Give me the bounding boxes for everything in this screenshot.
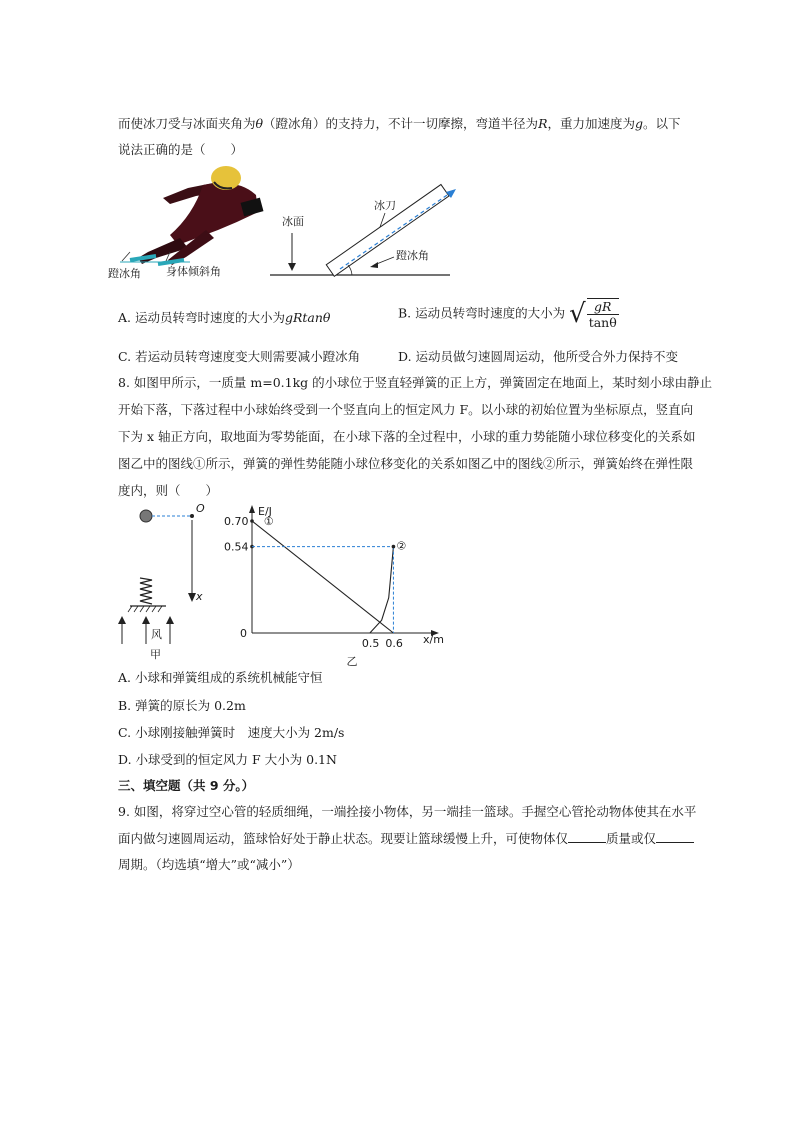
down-arrow-icon <box>288 263 296 271</box>
label-blade: 冰刀 <box>374 199 396 212</box>
wind-label: 风 <box>151 628 162 641</box>
label-deng-bing-jiao-left: 蹬冰角 <box>108 267 141 280</box>
q8-option-d[interactable]: D. 小球受到的恒定风力 F 大小为 0.1N <box>118 752 337 767</box>
y-tick-label: 0.54 <box>224 540 249 554</box>
y-axis-arrow-icon <box>249 505 255 513</box>
series-2-label: ② <box>396 539 407 553</box>
figure-jia-caption: 甲 <box>150 648 161 661</box>
series-2-curve <box>370 547 394 633</box>
answer-blank-2[interactable] <box>656 831 694 843</box>
label-body-tilt: 身体倾斜角 <box>166 265 221 278</box>
answer-blank-1[interactable] <box>568 831 606 843</box>
q8-stem-line2: 开始下落，下落过程中小球始终受到一个竖直向上的恒定风力 F。以小球的初始位置为坐标原点，竖直向 <box>118 402 694 417</box>
ball-icon <box>140 510 152 522</box>
origin-tick-label: 0 <box>240 627 247 640</box>
formula-b-den: tanθ <box>588 315 617 330</box>
label-deng-bing-jiao-right: 蹬冰角 <box>396 249 429 262</box>
q9-line3: 周期。（均选填“增大”或“减小”） <box>118 857 300 872</box>
series-1-line <box>252 521 393 633</box>
q7-option-d[interactable]: D. 运动员做匀速圆周运动，他所受合外力保持不变 <box>398 349 679 364</box>
helmet-icon <box>211 166 241 190</box>
q8-option-b[interactable]: B. 弹簧的原长为 0.2m <box>118 698 246 713</box>
x-axis-arrow-icon <box>188 593 196 602</box>
q7-option-c[interactable]: C. 若运动员转弯速度变大则需要减小蹬冰角 <box>118 349 361 364</box>
q7-stem-line1: 而使冰刀受与冰面夹角为θ（蹬冰角）的支持力，不计一切摩擦，弯道半径为R，重力加速度为g。以下 <box>118 116 681 131</box>
radius-symbol: R <box>538 116 548 131</box>
q7-stem-line2: 说法正确的是（ ） <box>118 142 244 157</box>
q9-line2: 面内做匀速圆周运动，篮球恰好处于静止状态。现要让篮球缓慢上升，可使物体仅 质量或仅 <box>118 829 694 847</box>
formula-b-num: gR <box>587 299 619 315</box>
wind-arrow-icon <box>118 616 126 624</box>
figure-jia <box>112 498 212 663</box>
q8-stem-line1: 8. 如图甲所示，一质量 m=0.1kg 的小球位于竖直轻弹簧的正上方，弹簧固定在地面上，某时刻小球由静止 <box>118 375 713 390</box>
blade-diagram <box>270 185 470 285</box>
q8-option-c[interactable]: C. 小球刚接触弹簧时 速度大小为 2m/s <box>118 725 345 740</box>
spring-icon <box>140 578 152 604</box>
sqrt-icon: √ <box>569 299 586 329</box>
point-06-054 <box>392 545 396 549</box>
q7-option-a[interactable]: A. 运动员转弯时速度的大小为gRtanθ <box>118 310 331 325</box>
q8-stem-line3: 下为 x 轴正方向，取地面为零势能面，在小球下落的全过程中，小球的重力势能随小球位移变化的关系如 <box>118 429 696 444</box>
energy-chart <box>222 505 452 668</box>
x-axis-label: x/m <box>423 633 444 646</box>
y-axis-label: E/J <box>258 505 272 518</box>
q7-option-b[interactable]: B. 运动员转弯时速度的大小为 √ $\frac{gR}{\tan\theta}$ <box>398 299 617 330</box>
series-1-label: ① <box>263 515 274 528</box>
gravity-symbol: g <box>635 116 644 131</box>
section-title: 三、填空题（共 9 分。） <box>118 778 255 793</box>
x-axis-label: x <box>196 590 203 603</box>
skater-figure <box>108 160 268 285</box>
formula-a: gRtanθ <box>284 310 331 325</box>
x-tick-label: 0.5 <box>361 637 380 650</box>
q9-line1: 9. 如图，将穿过空心管的轻质细绳，一端拴接小物体，另一端挂一篮球。手握空心管抡动物体使其在水平 <box>118 804 697 819</box>
q8-option-a[interactable]: A. 小球和弹簧组成的系统机械能守恒 <box>118 670 323 685</box>
x-tick-label: 0.6 <box>385 637 403 650</box>
label-ice-surface: 冰面 <box>282 215 304 228</box>
y-tick-label: 0.70 <box>224 515 249 528</box>
origin-label: O <box>196 502 205 515</box>
q8-stem-line5: 度内，则（ ） <box>118 483 219 498</box>
chart-caption: 乙 <box>346 655 358 668</box>
theta-symbol: θ <box>255 116 264 131</box>
q8-stem-line4: 图乙中的图线①所示，弹簧的弹性势能随小球位移变化的关系如图乙中的图线②所示，弹簧始终在弹性限 <box>118 456 694 471</box>
